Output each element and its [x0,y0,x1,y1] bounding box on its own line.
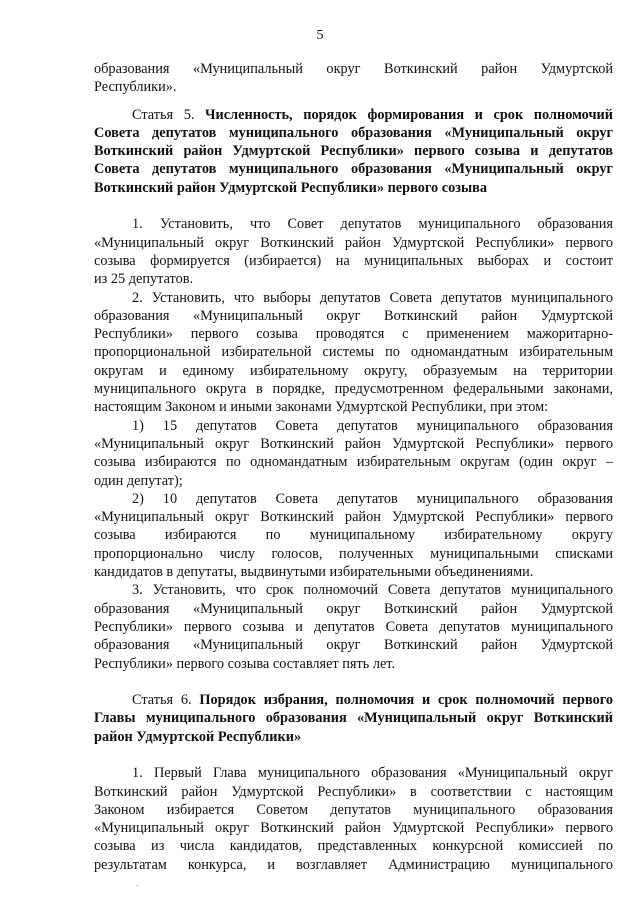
page-number: 5 [316,28,324,43]
scan-mark: . [136,879,138,888]
text-line: Законом избирается Советом депутатов муниципального образования [94,801,613,818]
text-line: Республики» первого созыва проводятся с применением мажоритарно- [94,326,613,343]
text-line: «Муниципальный округ Воткинский район Удмуртской Республики» первого [94,820,613,837]
text-line: образования «Муниципальный округ Воткинский район Удмуртской [94,61,613,77]
text-line: округам и единому избирательному округу, образуемым на территории [94,362,613,379]
text-line: Воткинский район Удмуртской Республики» в соответствии с настоящим [94,783,613,800]
text-line: образования «Муниципальный округ Воткинский район Удмуртской [94,637,613,654]
text-line: пропорциональной избирательной системы по одномандатным избирательным [94,344,613,361]
text-line: 3. Установить, что срок полномочий Совета депутатов муниципального [132,582,613,599]
text-line: муниципального округа в порядке, предусмотренном федеральными законами, [94,381,613,398]
text-line: результатам конкурса, и возглавляет Администрацию муниципального [94,856,613,873]
text-line: «Муниципальный округ Воткинский район Удмуртской Республики» первого [94,234,613,251]
text-line: кандидатов в депутаты, выдвинутыми избирательными объединениями. [94,564,534,581]
text-line: созыва формируется (избирается) на муниципальных выборах и состоит [94,252,613,269]
text-line: один депутат); [94,472,183,489]
article-number: Статья 5. [132,106,195,123]
text-line: 1. Первый Глава муниципального образования «Муниципальный округ [132,765,613,782]
text-line: настоящим Законом и иными законами Удмуртской Республики, при этом: [94,399,549,416]
text-line: образования «Муниципальный округ Воткинский район Удмуртской [94,307,613,324]
text-line: 2) 10 депутатов Совета депутатов муниципального образования [132,490,613,507]
text-line: пропорционально числу голосов, полученных муниципальными списками [94,545,613,562]
text-line: Республики». [94,79,177,96]
article-number: Статья 6. [132,692,192,709]
text-line: из 25 депутатов. [94,271,194,288]
text-line: 2. Установить, что выборы депутатов Совета депутатов муниципального [132,289,613,306]
article-heading-line: Совета депутатов муниципального образования «Муниципальный округ [94,124,613,141]
article-5-heading [94,106,613,197]
text-line: созыва избираются по одномандатным избирательным округам (один округ – [94,454,613,471]
text-line: Республики» первого созыва составляет пять лет. [94,655,396,672]
text-line: созыва из числа кандидатов, представленных конкурсной комиссией по [94,838,613,855]
text-line: созыва избираются по муниципальному избирательному округу [94,527,613,544]
text-line: «Муниципальный округ Воткинский район Удмуртской Республики» первого [94,509,613,526]
article-heading-line: Совета депутатов муниципального образования «Муниципальный округ [94,161,613,178]
article-6-heading [94,691,613,746]
text-line: Республики» первого созыва и депутатов Совета депутатов муниципального [94,618,613,635]
article-heading-line: район Удмуртской Республики» [94,728,302,745]
article-heading-line: Воткинский район Удмуртской Республики» первого созыва и депутатов [94,143,613,160]
article-heading-line: Воткинский район Удмуртской Республики» первого созыва [94,179,488,196]
article-heading-line: Статья 6. Порядок избрания, полномочия и срок полномочий первого [132,692,613,709]
text-line: 1) 15 депутатов Совета депутатов муниципального образования [132,417,613,434]
text-line: «Муниципальный округ Воткинский район Удмуртской Республики» первого [94,435,613,452]
text-line: образования «Муниципальный округ Воткинский район Удмуртской [94,600,613,617]
article-heading-line: Статья 5. Численность, порядок формирования и срок полномочий [132,106,613,123]
article-heading-line: Главы муниципального образования «Муниципальный округ Воткинский [94,710,613,727]
text-line: 1. Установить, что Совет депутатов муниципального образования [132,216,613,233]
document-body [94,60,613,874]
